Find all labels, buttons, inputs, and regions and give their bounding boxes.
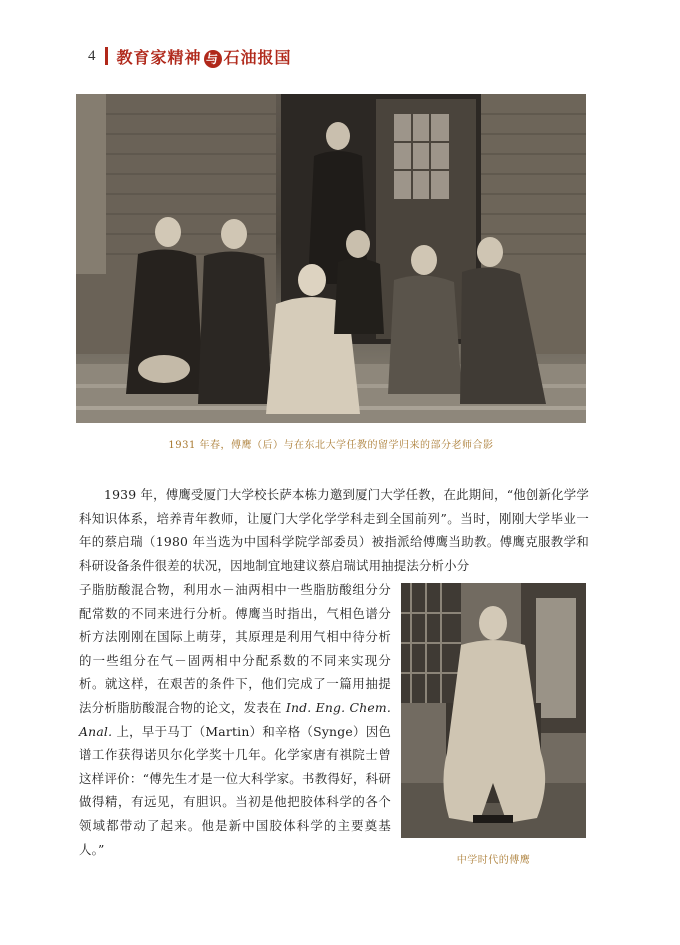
book-title-mid: 与: [204, 50, 222, 68]
group-photo-illustration: [76, 94, 586, 423]
body-paragraph-2a: 子脂肪酸混合物，利用水－油两相中一些脂肪酸组分分配常数的不同来进行分析。傅鹰当时指出，气相色谱分析方法刚刚在国际上萌芽，其原理是利用气相中待分析的一些组分在气－固两相中分配系数的不同来实现分析。就这样，在艰苦的条件下，他们完成了一篇用抽提法分析脂肪酸混合物的论文，发表在: [79, 582, 391, 715]
header-divider: [105, 47, 108, 65]
page-number: 4: [88, 47, 96, 64]
group-photo-caption: 1931 年春，傅鹰（后）与在东北大学任教的留学归来的部分老师合影: [168, 440, 494, 451]
journal-name: Ind. Eng. Chem. Anal.: [79, 699, 392, 739]
book-title: [117, 45, 292, 68]
page-header: [88, 44, 292, 68]
body-paragraph-1: 1939 年，傅鹰受厦门大学校长萨本栋力邀到厦门大学任教，在此期间，“他创新化学学科知识体系，培养青年教师，让厦门大学化学学科走到全国前列”。当时，刚刚大学毕业一年的蔡启瑞（1980 年当选为中国科学院学部委员）被指派给傅鹰当助教。傅鹰克服教学和科研设备条件很差的状况，因地制宜地建议蔡启瑞试用抽提法分析小分: [79, 487, 589, 573]
body-paragraph-2: [79, 578, 391, 861]
book-title-part2: 石油报国: [223, 47, 292, 67]
group-photo: [76, 94, 586, 423]
book-title-part1: 教育家精神: [116, 47, 202, 67]
portrait-photo: [401, 583, 586, 838]
portrait-photo-caption: 中学时代的傅鹰: [456, 855, 531, 866]
portrait-photo-illustration: [401, 583, 586, 838]
body-paragraph-2b: 上，早于马丁（Martin）和辛格（Synge）因色谱工作获得诺贝尔化学奖十几年。化学家唐有祺院士曾这样评价：“傅先生才是一位大科学家。书教得好，科研做得精，有远见，有胆识。当初是他把胶体科学的各个领域都带动了起来。他是新中国胶体科学的主要奠基人。”: [79, 723, 391, 857]
